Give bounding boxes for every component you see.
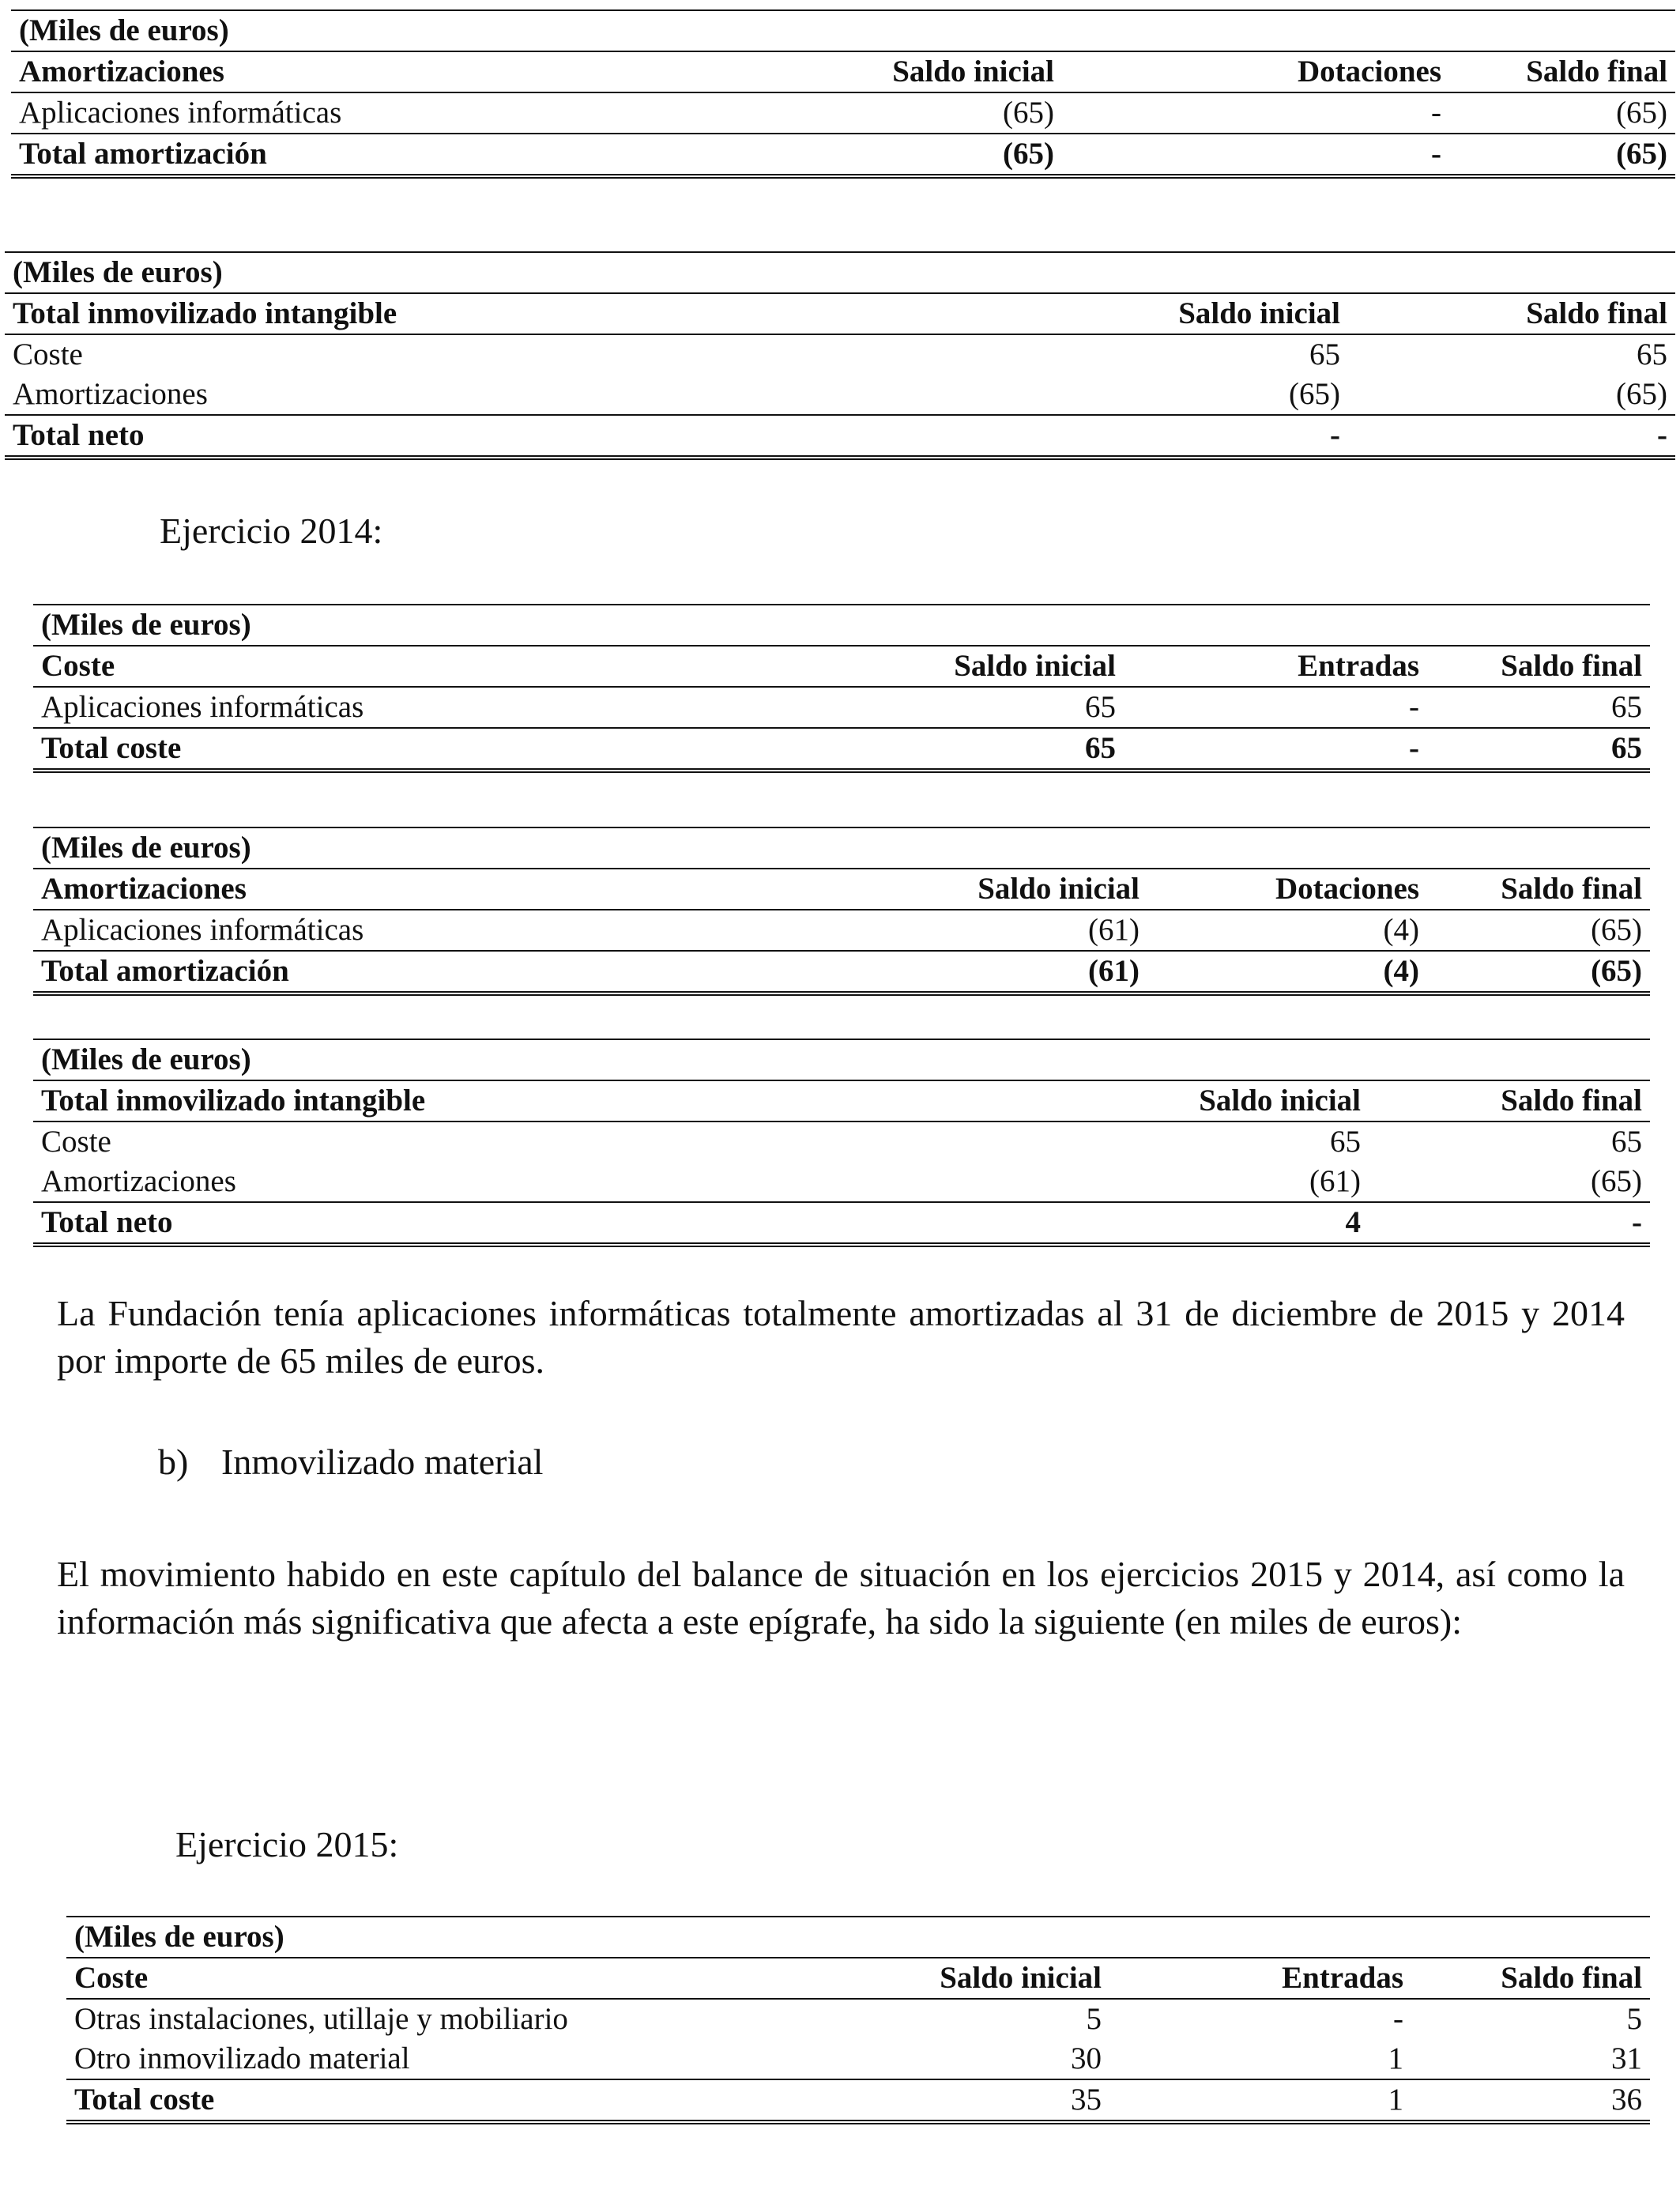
cell-value: (65) [1616, 96, 1668, 130]
table-row [33, 1122, 1650, 1162]
total-row [33, 728, 1650, 771]
cost-table-2014 [33, 604, 1650, 773]
column-header: Total inmovilizado intangible [33, 1080, 981, 1122]
total-label: Total amortización [11, 134, 809, 176]
subsection-heading [158, 1440, 543, 1484]
total-value: 1 [1109, 2079, 1411, 2122]
column-header: Dotaciones [1062, 51, 1449, 92]
units-label: (Miles de euros) [5, 252, 1675, 293]
total-value: (65) [1449, 134, 1675, 176]
units-label: (Miles de euros) [33, 827, 1650, 869]
cell-value: (65) [1003, 96, 1054, 130]
table-row [66, 1999, 1650, 2039]
column-header: Amortizaciones [11, 51, 809, 92]
cell-value: 5 [1086, 2002, 1102, 2036]
table-row [5, 334, 1675, 375]
row-label: Aplicaciones informáticas [19, 96, 342, 130]
row-label: Coste [13, 337, 83, 371]
row-label: Coste [41, 1125, 111, 1159]
column-header: Saldo final [1348, 293, 1675, 334]
column-header: Dotaciones [1147, 869, 1427, 910]
cell-value: 65 [1611, 1125, 1643, 1159]
cell-value: - [1409, 690, 1419, 724]
total-value: - [1062, 134, 1449, 176]
total-value: - [1348, 415, 1675, 458]
cell-value: 30 [1071, 2041, 1102, 2075]
cell-value: (61) [1309, 1164, 1361, 1198]
column-header: Saldo inicial [887, 869, 1147, 910]
column-header: Saldo inicial [981, 1080, 1369, 1122]
total-value: - [1369, 1202, 1650, 1245]
total-label: Total amortización [33, 951, 887, 993]
cell-value: 31 [1611, 2041, 1643, 2075]
cell-value: - [1431, 96, 1441, 130]
amortization-table-2015 [11, 9, 1675, 179]
total-value: 65 [887, 728, 1124, 771]
total-value: (61) [887, 951, 1147, 993]
column-header: Saldo final [1427, 646, 1650, 687]
cell-value: - [1393, 2002, 1403, 2036]
table-row [33, 1162, 1650, 1202]
table-row [66, 2039, 1650, 2079]
cell-value: 65 [1611, 690, 1643, 724]
total-value: 36 [1411, 2079, 1650, 2122]
total-label: Total coste [66, 2079, 793, 2122]
intangible-total-table-2014 [33, 1039, 1650, 1247]
total-row [5, 415, 1675, 458]
column-header: Saldo inicial [793, 1958, 1109, 1999]
total-value: - [953, 415, 1348, 458]
total-value: 35 [793, 2079, 1109, 2122]
row-label: Otro inmovilizado material [74, 2041, 410, 2075]
total-value: 65 [1427, 728, 1650, 771]
cell-value: 65 [1637, 337, 1668, 371]
column-header: Saldo final [1411, 1958, 1650, 1999]
cell-value: (65) [1591, 913, 1643, 947]
material-cost-table-2015 [66, 1916, 1650, 2124]
table-header-row [11, 51, 1675, 92]
total-value: (4) [1147, 951, 1427, 993]
table-header-row [33, 646, 1650, 687]
column-header: Amortizaciones [33, 869, 887, 910]
cell-value: (65) [1289, 377, 1340, 411]
cell-value: 65 [1330, 1125, 1361, 1159]
total-row [66, 2079, 1650, 2122]
table-header-row [5, 293, 1675, 334]
column-header: Saldo inicial [887, 646, 1124, 687]
cell-value: 1 [1388, 2041, 1403, 2075]
total-row [11, 134, 1675, 176]
total-label: Total neto [5, 415, 953, 458]
table-row [33, 910, 1650, 951]
row-label: Aplicaciones informáticas [41, 913, 364, 947]
units-label: (Miles de euros) [66, 1917, 1650, 1958]
row-label: Otras instalaciones, utillaje y mobiliario [74, 2002, 568, 2036]
column-header: Entradas [1124, 646, 1427, 687]
total-value: (65) [809, 134, 1062, 176]
total-value: (65) [1427, 951, 1650, 993]
subsection-title: Inmovilizado material [221, 1442, 544, 1482]
total-row [33, 1202, 1650, 1245]
table-header-row [33, 869, 1650, 910]
row-label: Amortizaciones [13, 377, 208, 411]
column-header: Saldo inicial [809, 51, 1062, 92]
units-label: (Miles de euros) [33, 1039, 1650, 1080]
cell-value: (4) [1383, 913, 1419, 947]
column-header: Saldo final [1427, 869, 1650, 910]
subsection-marker: b) [158, 1442, 189, 1482]
total-row [33, 951, 1650, 993]
table-header-row [66, 1958, 1650, 1999]
table-header-row [33, 1080, 1650, 1122]
cell-value: (65) [1616, 377, 1668, 411]
cell-value: 5 [1626, 2002, 1643, 2036]
column-header: Saldo final [1369, 1080, 1650, 1122]
column-header: Saldo final [1449, 51, 1675, 92]
section-heading-2015: Ejercicio 2015: [175, 1824, 399, 1864]
total-label: Total coste [33, 728, 887, 771]
column-header: Saldo inicial [953, 293, 1348, 334]
paragraph-movement: El movimiento habido en este capítulo del balance de situación en los ejercicios 2015 y 2014, así como la información más significativa que afecta a este epígrafe, ha sido la siguiente (en miles de euros): [57, 1554, 1625, 1642]
amortization-table-2014 [33, 827, 1650, 996]
paragraph-fully-amortized: La Fundación tenía aplicaciones informáticas totalmente amortizadas al 31 de diciembre de 2015 y 2014 por importe de 65 miles de euros. [57, 1293, 1625, 1381]
table-row [33, 687, 1650, 728]
table-row [5, 375, 1675, 415]
column-header: Coste [66, 1958, 793, 1999]
column-header: Total inmovilizado intangible [5, 293, 953, 334]
section-heading-2014: Ejercicio 2014: [160, 511, 383, 551]
row-label: Amortizaciones [41, 1164, 236, 1198]
total-value: - [1124, 728, 1427, 771]
intangible-total-table-2015 [5, 251, 1675, 460]
column-header: Coste [33, 646, 887, 687]
total-label: Total neto [33, 1202, 981, 1245]
table-row [11, 92, 1675, 134]
column-header: Entradas [1109, 1958, 1411, 1999]
total-value: 4 [981, 1202, 1369, 1245]
cell-value: (65) [1591, 1164, 1643, 1198]
row-label: Aplicaciones informáticas [41, 690, 364, 724]
cell-value: (61) [1088, 913, 1139, 947]
units-label: (Miles de euros) [11, 10, 1675, 51]
units-label: (Miles de euros) [33, 605, 1650, 646]
cell-value: 65 [1085, 690, 1116, 724]
cell-value: 65 [1309, 337, 1340, 371]
